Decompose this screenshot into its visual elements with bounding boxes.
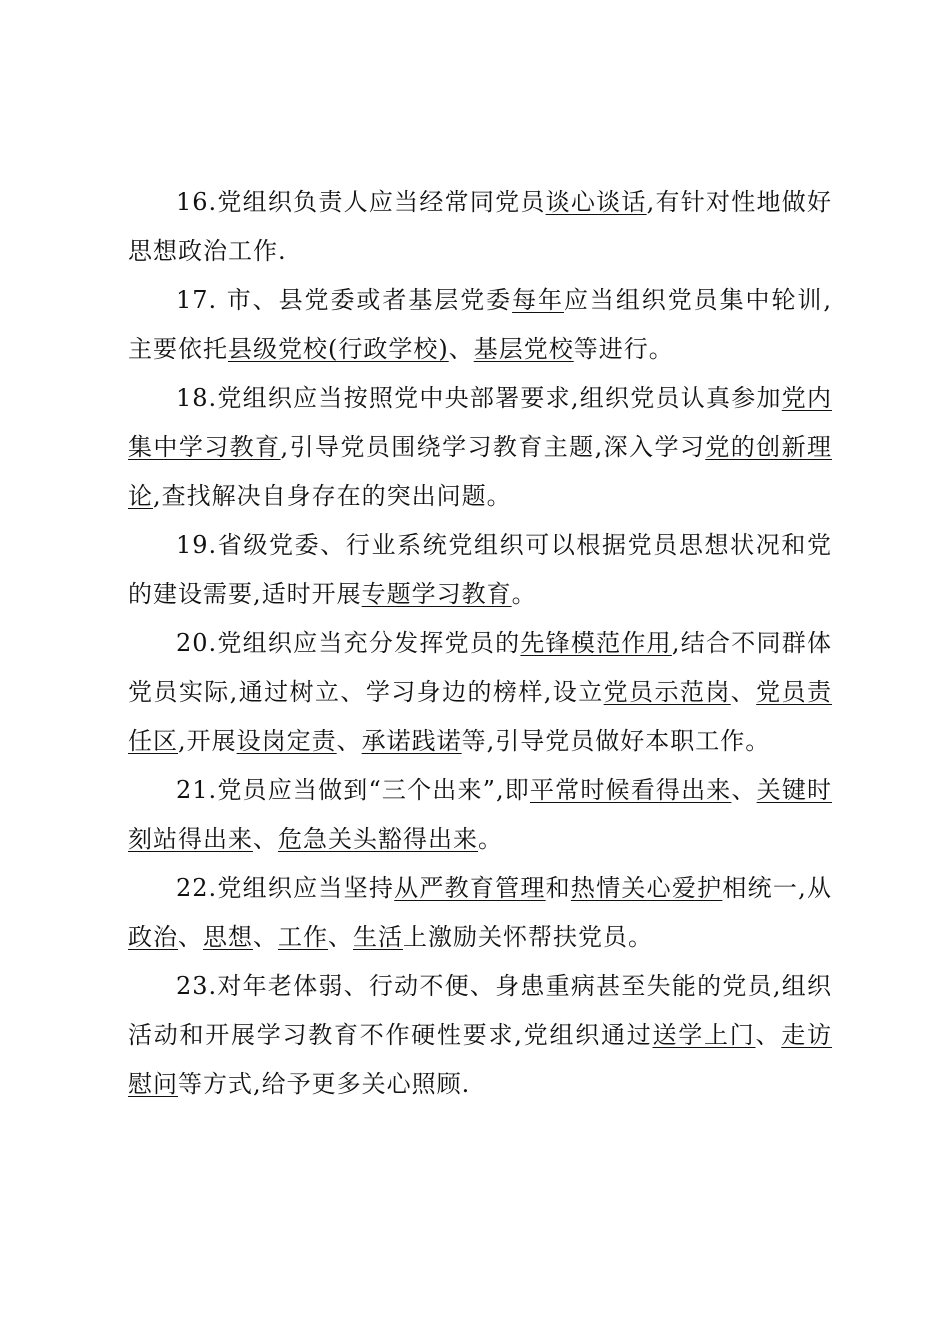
underlined-term: 政治 [128, 923, 178, 951]
text-segment: ,查找解决自身存在的突出问题。 [153, 482, 512, 510]
underlined-term: 党内集中学习教育 [128, 384, 833, 461]
underlined-term: 基层党校 [473, 335, 574, 363]
underlined-term: 送学上门 [652, 1021, 756, 1049]
text-segment: 上激励关怀帮扶党员。 [403, 923, 653, 951]
text-segment: 和 [545, 874, 571, 902]
underlined-term: 热情关心爱护 [570, 874, 723, 902]
text-segment: 。 [511, 580, 537, 608]
paragraph-19 [128, 521, 832, 619]
paragraph-18 [128, 374, 832, 521]
underlined-term: 党员责任区 [128, 678, 833, 755]
text-segment: 20.党组织应当充分发挥党员的 [176, 629, 521, 657]
text-segment: 、 [178, 923, 203, 951]
paragraph-20 [128, 619, 832, 766]
text-segment: 、 [253, 825, 278, 853]
text-segment: 等进行。 [573, 335, 674, 363]
underlined-term: 平常时候看得出来 [529, 776, 732, 804]
text-segment: 、 [336, 727, 362, 755]
underlined-term: 每年 [512, 286, 564, 314]
underlined-term: 生活 [353, 923, 403, 951]
text-segment: 相统一,从 [722, 874, 833, 902]
text-segment: 、 [755, 1021, 782, 1049]
underlined-term: 关键时刻站得出来 [128, 776, 833, 853]
underlined-term: 走访慰问 [128, 1021, 833, 1098]
text-segment: 、 [448, 335, 474, 363]
paragraph-22 [128, 864, 832, 962]
paragraph-16 [128, 178, 832, 276]
underlined-term: 从严教育管理 [394, 874, 546, 902]
text-segment: ,有针对性地做好思想政治工作. [128, 188, 833, 265]
underlined-term: 县级党校(行政学校) [228, 335, 449, 363]
text-segment: 16.党组织负责人应当经常同党员 [176, 188, 546, 216]
text-segment: ,开展 [178, 727, 237, 755]
text-segment: 、 [731, 776, 757, 804]
underlined-term: 谈心谈话 [545, 188, 647, 216]
underlined-term: 党的创新理论 [128, 433, 833, 510]
text-segment: 22.党组织应当坚持 [176, 874, 395, 902]
text-segment: 19.省级党委、行业系统党组织可以根据党员思想状况和党的建设需要,适时开展 [128, 531, 832, 608]
text-segment: 21.党员应当做到“三个出来”,即 [176, 776, 530, 804]
text-segment: 等,引导党员做好本职工作。 [461, 727, 771, 755]
text-segment: 、 [328, 923, 353, 951]
text-segment: 、 [730, 678, 757, 706]
underlined-term: 党员示范岗 [603, 678, 731, 706]
document-body [128, 178, 832, 1109]
underlined-term: 危急关头豁得出来 [278, 825, 478, 853]
text-segment: 23.对年老体弱、行动不便、身患重病甚至失能的党员,组织活动和开展学习教育不作硬性要求,党组织通过 [128, 972, 832, 1049]
text-segment: 。 [478, 825, 503, 853]
text-segment: 17. 市、县党委或者基层党委 [176, 286, 513, 314]
text-segment: 应当组织党员集中轮训,主要依托 [128, 286, 832, 363]
text-segment: ,引导党员围绕学习教育主题,深入学习 [280, 433, 706, 461]
text-segment: ,结合不同群体党员实际,通过树立、学习身边的榜样,设立 [128, 629, 833, 706]
underlined-term: 专题学习教育 [361, 580, 512, 608]
paragraph-23 [128, 962, 832, 1109]
text-segment: 18.党组织应当按照党中央部署要求,组织党员认真参加 [176, 384, 782, 412]
underlined-term: 工作 [278, 923, 328, 951]
text-segment: 、 [253, 923, 278, 951]
paragraph-21 [128, 766, 832, 864]
paragraph-17 [128, 276, 832, 374]
underlined-term: 设岗定责 [236, 727, 337, 755]
underlined-term: 承诺践诺 [361, 727, 462, 755]
text-segment: 等方式,给予更多关心照顾. [178, 1070, 471, 1098]
underlined-term: 思想 [203, 923, 253, 951]
underlined-term: 先锋模范作用 [520, 629, 672, 657]
